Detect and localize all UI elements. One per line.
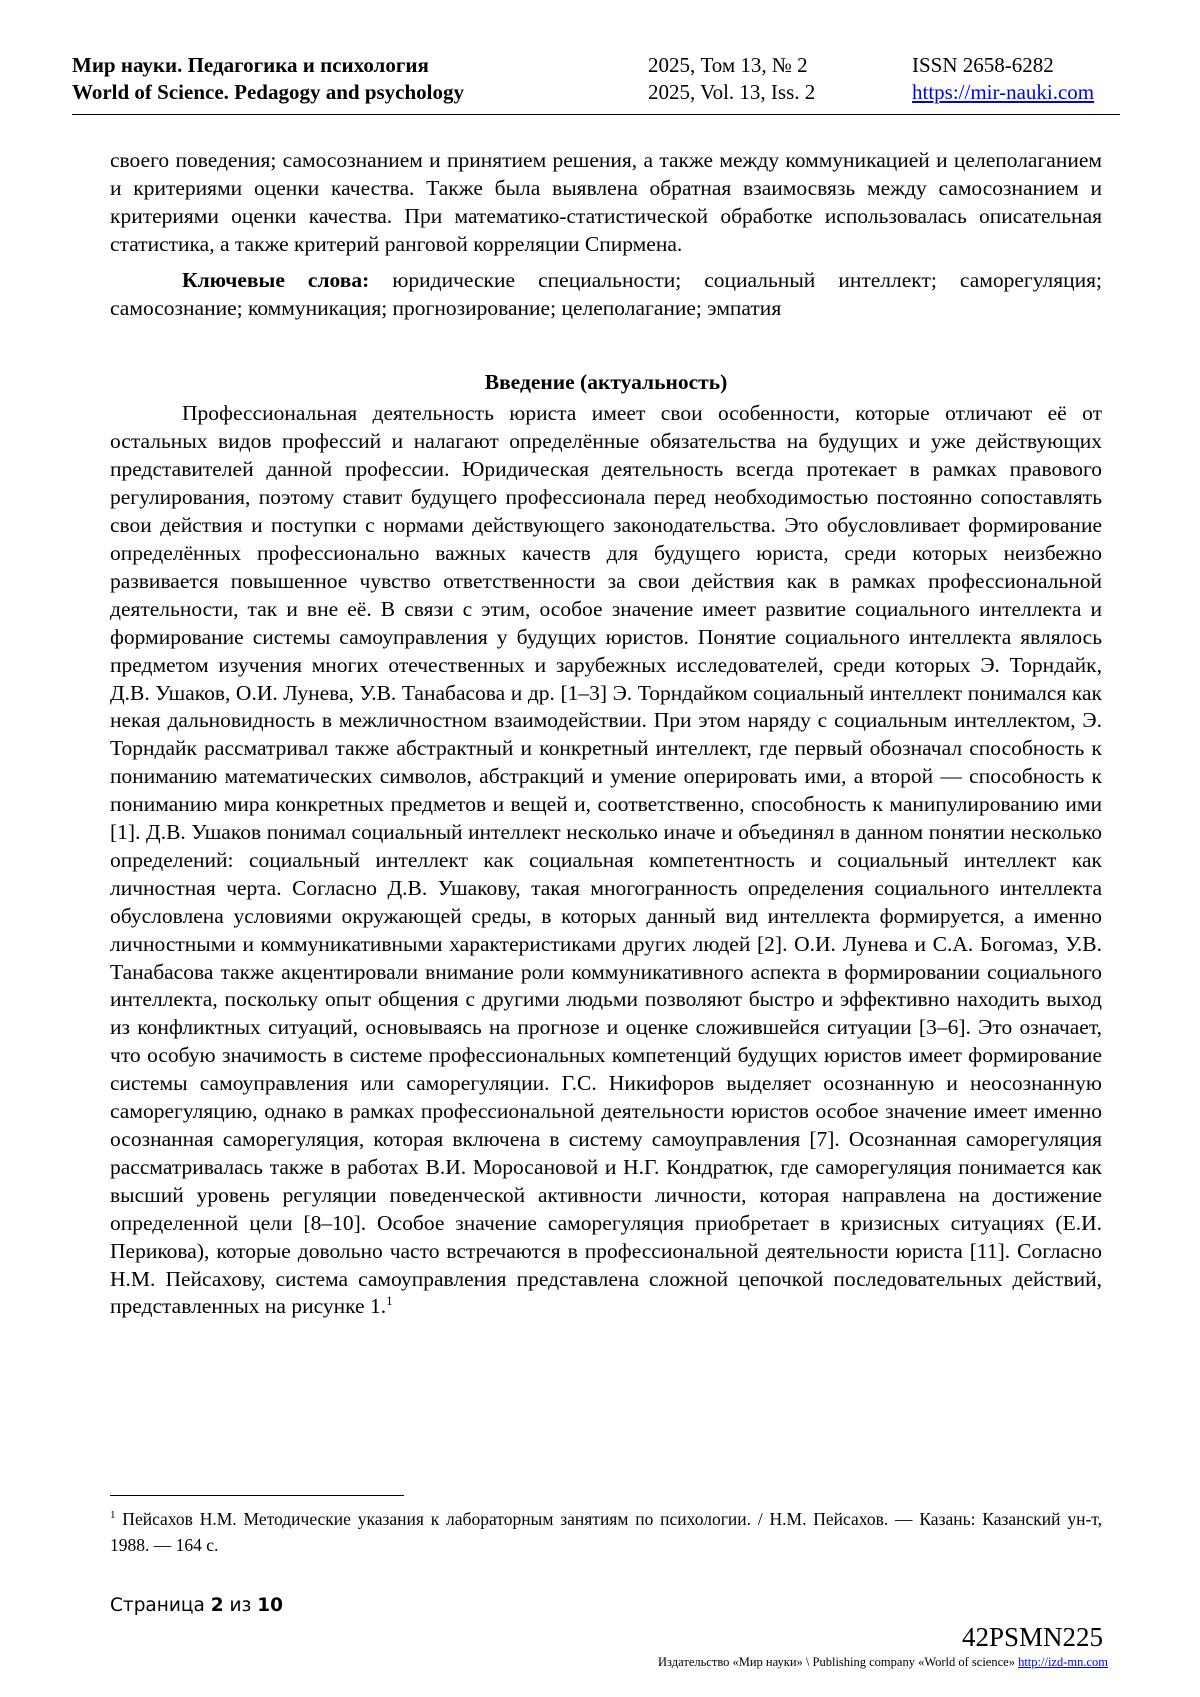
issue-info bbox=[648, 52, 815, 106]
journal-title bbox=[72, 52, 464, 106]
journal-title-ru: Мир науки. Педагогика и психология bbox=[72, 53, 429, 77]
section-heading: Введение (актуальность) bbox=[484, 370, 728, 395]
page-number bbox=[110, 1595, 283, 1616]
issn: ISSN 2658-6282 bbox=[912, 53, 1054, 77]
article-body bbox=[110, 147, 1102, 1321]
publisher-line bbox=[658, 1654, 1108, 1670]
publisher-text: Издательство «Мир науки» \ Publishing company «World of science» bbox=[658, 1655, 1019, 1669]
journal-site-link[interactable]: https://mir-nauki.com bbox=[912, 80, 1095, 104]
footnote bbox=[110, 1506, 1102, 1558]
footnote-number: 1 bbox=[110, 1509, 116, 1522]
page-total: 10 bbox=[257, 1595, 283, 1616]
footnote-divider bbox=[110, 1495, 404, 1496]
journal-title-en: World of Science. Pedagogy and psychology bbox=[72, 80, 465, 104]
page-header bbox=[72, 52, 1120, 115]
intro-text: Профессиональная деятельность юриста имеет свои особенности, которые отличают её от остальных видов профессий и налагают определённые обязательства на будущих и уже действующих представителей данной профессии. Юридическая деятельность всегда протекает в рамках правового регулирования, поэтому ставит будущего профессионала перед необходимостью постоянно сопоставлять свои действия и поступки с нормами действующего законодательства. Это обусловливает формирование определённых профессионально важных качеств для будущего юриста, среди которых неизбежно развивается повышенное чувство ответственности за свои действия как в рамках профессиональной деятельности, так и вне её. В связи с этим, особое значение имеет развитие социального интеллекта и формирование системы самоуправления у будущих юристов. Понятие социального интеллекта являлось предметом изучения многих отечественных и зарубежных исследователей, среди которых Э. Торндайк, Д.В. Ушаков, О.И. Лунева, У.В. Танабасова и др. [1–3] Э. Торндайком социальный интеллект понимался как некая дальновидность в межличностном взаимодействии. При этом наряду с социальным интеллектом, Э. Торндайк рассматривал также абстрактный и конкретный интеллект, где первый обозначал способность к пониманию математических символов, абстракций и умение оперировать ими, а второй — способность к пониманию мира конкретных предметов и вещей и, соответственно, способность к манипулированию ими [1]. Д.В. Ушаков понимал социальный интеллект несколько иначе и объединял в данном понятии несколько определений: социальный интеллект как социальная компетентность и социальный интеллект как личностная черта. Согласно Д.В. Ушакову, такая многогранность определения социального интеллекта обусловлена условиями окружающей среды, в которых данный вид интеллекта формируется, а именно личностными и коммуникативными характеристиками других людей [2]. О.И. Лунева и С.А. Богомаз, У.В. Танабасова также акцентировали внимание роли коммуникативного аспекта в формировании социального интеллекта, поскольку опыт общения с другими людьми позволяют быстро и эффективно находить выход из конфликтных ситуаций, основываясь на прогнозе и оценке сложившейся ситуации [3–6]. Это означает, что особую значимость в системе профессиональных компетенций будущих юристов имеет формирование системы самоуправления или саморегуляции. Г.С. Никифоров выделяет осознанную и неосознанную саморегуляцию, однако в рамках профессиональной деятельности юристов особое значение имеет именно осознанная саморегуляция, которая включена в систему самоуправления [7]. Осознанная саморегуляция рассматривалась также в работах В.И. Моросановой и Н.Г. Кондратюк, где саморегуляция понимается как высший уровень регуляции поведенческой активности личности, которая направлена на достижение определенной цели [8–10]. Особое значение саморегуляция приобретает в кризисных ситуациях (Е.И. Перикова), которые довольно часто встречаются в профессиональной деятельности юриста [11]. Согласно Н.М. Пейсахову, система самоуправления представлена сложной цепочкой последовательных действий, представленных на рисунке 1. bbox=[110, 401, 1102, 1319]
page-number-prefix: Страница bbox=[110, 1595, 211, 1616]
page-current: 2 bbox=[210, 1595, 224, 1616]
keywords-label: Ключевые слова: bbox=[182, 267, 370, 292]
article-code: 42PSMN225 bbox=[961, 1622, 1103, 1652]
footnote-reference[interactable]: 1 bbox=[386, 1293, 393, 1309]
issue-en: 2025, Vol. 13, Iss. 2 bbox=[648, 80, 816, 104]
publisher-link[interactable]: http://izd-mn.com bbox=[1018, 1655, 1108, 1669]
keywords-text: юридические специальности; социальный интеллект; саморегуляция; самосознание; коммуникация; прогнозирование; целеполагание; эмпатия bbox=[110, 267, 1102, 320]
page-number-of: из bbox=[223, 1595, 258, 1616]
issue-ru: 2025, Том 13, № 2 bbox=[648, 53, 808, 77]
intro-paragraph bbox=[110, 400, 1102, 1321]
keywords-paragraph bbox=[110, 267, 1102, 323]
footnote-text: Пейсахов Н.М. Методические указания к лабораторным занятиям по психологии. / Н.М. Пейсахов. — Казань: Казанский ун-т, 1988. — 164 с. bbox=[110, 1509, 1102, 1555]
issn-block bbox=[912, 52, 1094, 106]
abstract-text: своего поведения; самосознанием и принятием решения, а также между коммуникацией и целеполаганием и критериями оценки качества. Также была выявлена обратная взаимосвязь между самосознанием и критериями оценки качества. При математико-статистической обработке использовалась описательная статистика, а также критерий ранговой корреляции Спирмена. bbox=[110, 148, 1102, 256]
